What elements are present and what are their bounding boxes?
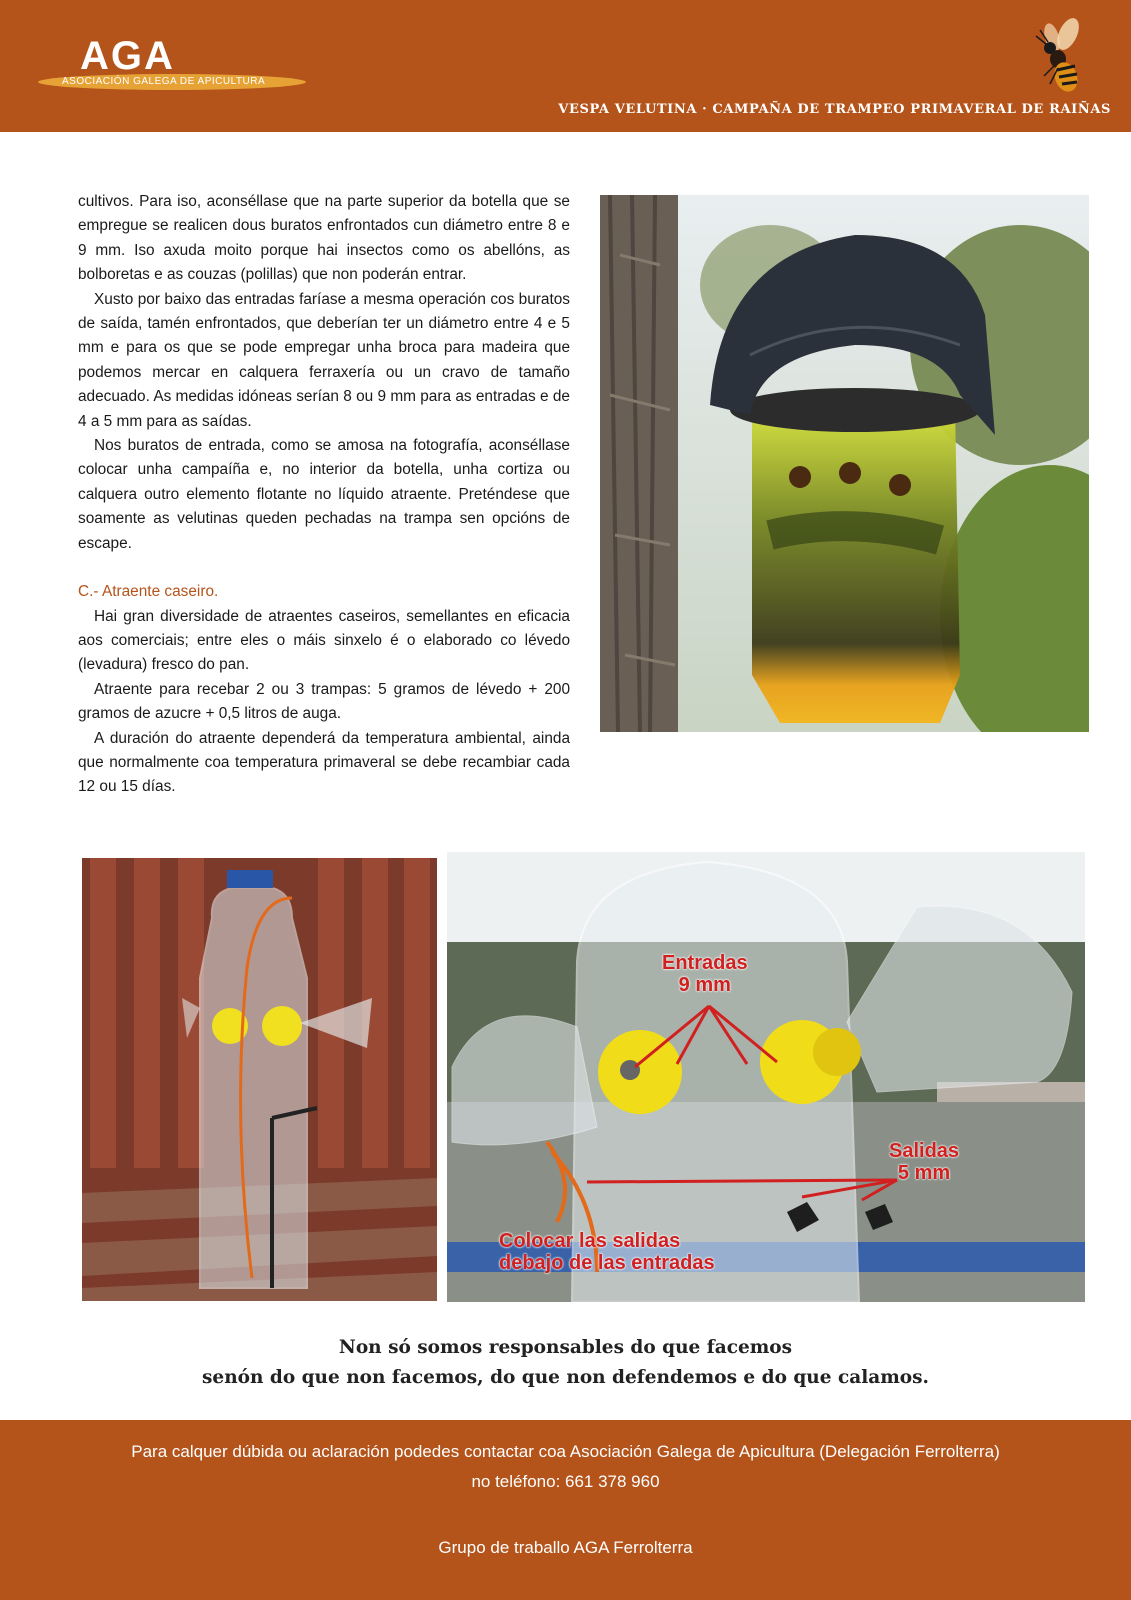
paragraph: cultivos. Para iso, aconséllase que na parte superior da botella que se empregue se realicen dous buratos enfrontados cun diámetro entre 8 e 9 mm. Iso axuda moito porque hai insectos como os abellóns, as bolboretas e as couzas (polillas) que non poderán entrar. <box>78 193 570 284</box>
trap-photo-bench <box>82 858 437 1301</box>
quote-line: senón do que non facemos, do que non defendemos e do que calamos. <box>202 1367 929 1388</box>
header-title: VESPA VELUTINA · CAMPAÑA DE TRAMPEO PRIMAVERAL DE RAIÑAS <box>558 102 1111 117</box>
salidas-label <box>889 1140 959 1184</box>
footer-group: Grupo de traballo AGA Ferrolterra <box>438 1538 693 1557</box>
paragraph: Xusto por baixo das entradas faríase a mesma operación cos buratos de saída, tamén enfrontados, que deberían ter un diámetro entre 4 e 5 mm e para os que se pode empregar unha broca para madeira que podemos mercar en calquera ferraxería ou un cravo de tamaño adecuado. As medidas idóneas serían 8 ou 9 mm para as entradas e de 4 a 5 mm para as saídas. <box>78 290 570 430</box>
article-text <box>78 190 570 800</box>
quote-line: Non só somos responsables do que facemos <box>338 1337 793 1358</box>
paragraph: Nos buratos de entrada, como se amosa na fotografía, aconséllase colocar unha campaíña e, no interior da botella, unha cortiza ou calquera outro elemento flotante no líquido atraente. Preténdese que soamente as velutinas queden pechadas na trampa sen opcións de escape. <box>78 437 570 552</box>
logo-text: AGA <box>80 34 175 78</box>
paragraph: Atraente para recebar 2 ou 3 trampas: 5 gramos de lévedo + 200 gramos de azucre + 0,5 litros de auga. <box>78 680 570 723</box>
trap-photo-annotated <box>447 852 1085 1302</box>
entradas-size: 9 mm <box>678 974 731 996</box>
entradas-text: Entradas <box>662 952 748 974</box>
salidas-size: 5 mm <box>897 1162 951 1184</box>
hornet-icon <box>1032 14 1086 96</box>
colocar-label <box>499 1230 715 1274</box>
closing-quote <box>0 1333 1131 1393</box>
logo-subtitle: ASOCIACIÓN GALEGA DE APICULTURA <box>62 76 266 87</box>
page-footer <box>0 1420 1131 1600</box>
aga-logo <box>38 36 308 96</box>
paragraph: Hai gran diversidade de atraentes caseiros, semellantes en eficacia aos comerciais; entre eles o máis sinxelo é o elaborado co lévedo (levadura) fresco do pan. <box>78 607 570 674</box>
colocar-text-2: debajo de las entradas <box>499 1252 715 1274</box>
footer-contact: Para calquer dúbida ou aclaración podedes contactar coa Asociación Galega de Apicultura (Delegación Ferrolterra) <box>131 1442 1000 1461</box>
footer-phone: no teléfono: 661 378 960 <box>471 1472 660 1491</box>
salidas-text: Salidas <box>889 1140 960 1162</box>
page-header <box>0 0 1131 132</box>
colocar-text-1: Colocar las salidas <box>499 1230 681 1252</box>
entradas-label <box>662 952 748 996</box>
section-heading: C.- Atraente caseiro. <box>78 583 219 601</box>
trap-photo-tree <box>600 195 1089 732</box>
paragraph: A duración do atraente dependerá da temperatura ambiental, ainda que normalmente coa temperatura primaveral se debe recambiar cada 12 ou 15 días. <box>78 729 570 796</box>
